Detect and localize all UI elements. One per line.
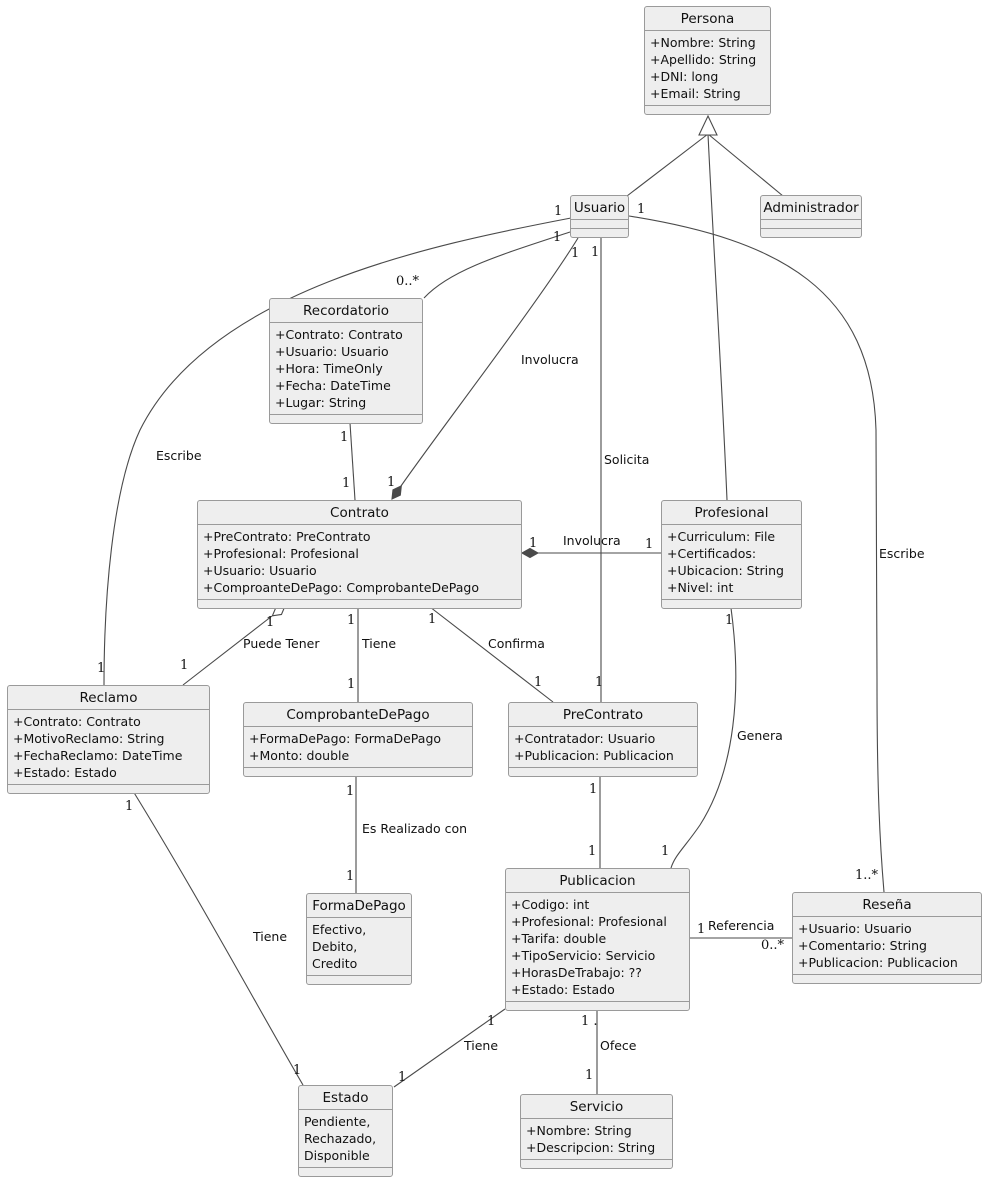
multiplicity-label: 1 — [180, 658, 189, 673]
multiplicity-label: 0..* — [761, 938, 785, 953]
class-attributes-compartment — [509, 726, 697, 767]
class-attributes-compartment — [506, 892, 689, 1001]
class-attribute: +PreContrato: PreContrato — [203, 529, 371, 544]
edge-label-escribe-usuario-resena: Escribe — [879, 546, 925, 561]
class-attribute: +Certificados: — [667, 546, 757, 561]
class-title: Profesional — [694, 505, 769, 521]
class-methods-compartment — [506, 1001, 689, 1010]
class-attribute: +Apellido: String — [650, 52, 757, 67]
multiplicity-label: 1..* — [855, 868, 879, 883]
class-attributes-compartment — [571, 219, 628, 228]
multiplicity-label: 1 — [293, 1063, 302, 1078]
class-attributes-compartment — [761, 219, 861, 228]
multiplicity-label: 1 — [398, 1070, 407, 1085]
generalization-edge-gen-profesional-persona — [708, 134, 727, 500]
class-attribute: +Codigo: int — [511, 897, 590, 912]
class-attribute: +Estado: Estado — [13, 765, 117, 780]
class-attribute: +Descripcion: String — [526, 1140, 656, 1155]
class-attributes-compartment — [198, 524, 521, 599]
class-attribute: +Usuario: Usuario — [798, 921, 912, 936]
class-attribute: Rechazado, — [304, 1131, 377, 1146]
class-attribute: +Usuario: Usuario — [203, 563, 317, 578]
edge-label-referencia-publicacion-resena: Referencia — [708, 918, 775, 933]
class-attribute: +MotivoReclamo: String — [13, 731, 165, 746]
class-methods-compartment — [571, 228, 628, 237]
class-attribute: Pendiente, — [304, 1114, 371, 1129]
class-title: Publicacion — [559, 873, 636, 889]
class-box-persona — [644, 6, 771, 115]
class-attribute: Debito, — [312, 939, 358, 954]
multiplicity-label: 1 — [529, 536, 538, 551]
multiplicity-label: 1 — [487, 1014, 496, 1029]
multiplicity-label: 1 — [347, 677, 356, 692]
class-attribute: +Contrato: Contrato — [13, 714, 141, 729]
class-methods-compartment — [761, 228, 861, 237]
multiplicity-label: 1 — [591, 245, 600, 260]
class-attribute: +ComproanteDePago: ComprobanteDePago — [203, 580, 480, 595]
multiplicity-label: 1 — [589, 782, 598, 797]
multiplicity-label: 1 — [346, 869, 355, 884]
multiplicity-label: 1 — [97, 661, 106, 676]
class-methods-compartment — [270, 414, 422, 423]
edge-label-puede-tener-contrato-reclamo: Puede Tener — [243, 636, 320, 651]
class-box-administrador — [760, 195, 862, 238]
class-attribute: +Profesional: Profesional — [511, 914, 667, 929]
class-title: Usuario — [573, 200, 626, 216]
edge-label-involucra-usuario-contrato: Involucra — [521, 352, 579, 367]
class-methods-compartment — [662, 599, 801, 608]
class-title: Reclamo — [79, 690, 138, 706]
class-box-estado — [298, 1085, 393, 1177]
class-attributes-compartment — [8, 709, 209, 784]
multiplicity-label: 1 — [588, 844, 597, 859]
class-methods-compartment — [307, 975, 411, 984]
edge-label-tiene-publicacion-estado: Tiene — [464, 1038, 499, 1053]
class-attribute: Efectivo, — [312, 922, 367, 937]
multiplicity-label: 1 — [585, 1068, 594, 1083]
class-attribute: +Nivel: int — [667, 580, 734, 595]
multiplicity-label: 1 — [428, 612, 437, 627]
class-box-servicio — [520, 1094, 673, 1169]
class-methods-compartment — [509, 767, 697, 776]
class-attribute: +HorasDeTrabajo: ?? — [511, 965, 642, 980]
class-attribute: +FormaDePago: FormaDePago — [249, 731, 442, 746]
class-attribute: +Publicacion: Publicacion — [514, 748, 674, 763]
class-title: FormaDePago — [312, 898, 406, 914]
class-methods-compartment — [299, 1167, 392, 1176]
class-attribute: +Contrato: Contrato — [275, 327, 403, 342]
class-box-recordatorio — [269, 298, 423, 424]
class-box-precontrato — [508, 702, 698, 777]
multiplicity-label: 1 — [346, 784, 355, 799]
class-attributes-compartment — [662, 524, 801, 599]
edge-label-involucra-contrato-profesional: Involucra — [563, 533, 621, 548]
class-attribute: +Estado: Estado — [511, 982, 615, 997]
multiplicity-label: 1 — [553, 230, 562, 245]
class-attribute: +Email: String — [650, 86, 741, 101]
class-attributes-compartment — [299, 1109, 392, 1167]
class-attribute: +Lugar: String — [275, 395, 367, 410]
class-methods-compartment — [198, 599, 521, 608]
class-title: Contrato — [330, 505, 389, 521]
class-box-reclamo — [7, 685, 210, 794]
class-title: ComprobanteDePago — [286, 707, 430, 723]
class-attributes-compartment — [645, 30, 770, 105]
multiplicity-label: 1 — [125, 799, 134, 814]
class-methods-compartment — [645, 105, 770, 114]
class-attributes-compartment — [244, 726, 472, 767]
class-methods-compartment — [244, 767, 472, 776]
multiplicity-label: 1 — [340, 430, 349, 445]
class-title: Estado — [322, 1090, 369, 1106]
class-attribute: Credito — [312, 956, 358, 971]
multiplicity-label: 1 — [554, 204, 563, 219]
class-attribute: +Usuario: Usuario — [275, 344, 389, 359]
class-attribute: +Profesional: Profesional — [203, 546, 359, 561]
class-attribute: +Nombre: String — [650, 35, 756, 50]
multiplicity-label: 1 — [342, 476, 351, 491]
multiplicity-label: 1 . — [581, 1014, 598, 1029]
edge-label-tiene-reclamo-estado: Tiene — [253, 929, 288, 944]
class-box-usuario — [570, 195, 629, 238]
association-edge-usuario-recordatorio — [424, 232, 570, 298]
multiplicity-label: 1 — [266, 615, 275, 630]
class-attribute: +TipoServicio: Servicio — [511, 948, 656, 963]
class-attribute: +Curriculum: File — [667, 529, 776, 544]
class-box-resena — [792, 892, 982, 984]
class-attributes-compartment — [307, 917, 411, 975]
multiplicity-label: 1 — [387, 475, 396, 490]
multiplicity-label: 1 — [571, 246, 580, 261]
edge-label-es-realizado-comprobante-formadepago: Es Realizado con — [362, 821, 468, 836]
class-attribute: +Nombre: String — [526, 1123, 632, 1138]
edge-label-genera-profesional-publicacion: Genera — [737, 728, 783, 743]
generalization-edge-gen-usuario-persona — [627, 134, 708, 196]
edge-label-escribe-usuario-reclamo: Escribe — [156, 448, 202, 463]
edge-label-confirma-contrato-precontrato: Confirma — [488, 636, 545, 651]
class-attribute: +Tarifa: double — [511, 931, 607, 946]
class-attribute: +Contratador: Usuario — [514, 731, 656, 746]
class-attributes-compartment — [793, 916, 981, 974]
class-attribute: +Hora: TimeOnly — [275, 361, 383, 376]
class-attribute: +Ubicacion: String — [667, 563, 784, 578]
class-methods-compartment — [521, 1159, 672, 1168]
class-title: Recordatorio — [302, 303, 390, 319]
class-title: Reseña — [862, 897, 912, 913]
class-attribute: Disponible — [304, 1148, 370, 1163]
edge-label-ofece-publicacion-servicio: Ofece — [600, 1038, 637, 1053]
class-box-publicacion — [505, 868, 690, 1011]
class-box-profesional — [661, 500, 802, 609]
class-attribute: +Publicacion: Publicacion — [798, 955, 958, 970]
multiplicity-label: 1 — [725, 613, 734, 628]
multiplicity-label: 1 — [595, 675, 604, 690]
class-methods-compartment — [793, 974, 981, 983]
class-title: Administrador — [763, 200, 859, 216]
inheritance-triangle-icon — [699, 116, 717, 135]
class-attributes-compartment — [521, 1118, 672, 1159]
multiplicity-label: 1 — [661, 844, 670, 859]
edge-label-tiene-contrato-comprobante: Tiene — [362, 636, 397, 651]
class-attribute: +Fecha: DateTime — [275, 378, 391, 393]
association-edge-recordatorio-contrato — [350, 423, 355, 500]
multiplicity-label: 1 — [697, 922, 706, 937]
multiplicity-label: 1 — [637, 202, 646, 217]
class-title: Persona — [680, 11, 735, 27]
edge-label-solicita-usuario-precontrato: Solicita — [604, 452, 650, 467]
class-methods-compartment — [8, 784, 209, 793]
class-title: Servicio — [569, 1099, 624, 1115]
class-attribute: +DNI: long — [650, 69, 719, 84]
multiplicity-label: 1 — [645, 537, 654, 552]
class-attribute: +FechaReclamo: DateTime — [13, 748, 183, 763]
class-box-contrato — [197, 500, 522, 609]
generalization-edge-gen-administrador-persona — [708, 134, 783, 196]
class-title: PreContrato — [562, 707, 644, 723]
multiplicity-label: 1 — [347, 613, 356, 628]
multiplicity-label: 1 — [534, 675, 543, 690]
class-box-comprobantedepago — [243, 702, 473, 777]
class-attribute: +Monto: double — [249, 748, 350, 763]
class-box-formadepago — [306, 893, 412, 985]
class-attribute: +Comentario: String — [798, 938, 927, 953]
class-attributes-compartment — [270, 322, 422, 414]
multiplicity-label: 0..* — [396, 274, 420, 289]
